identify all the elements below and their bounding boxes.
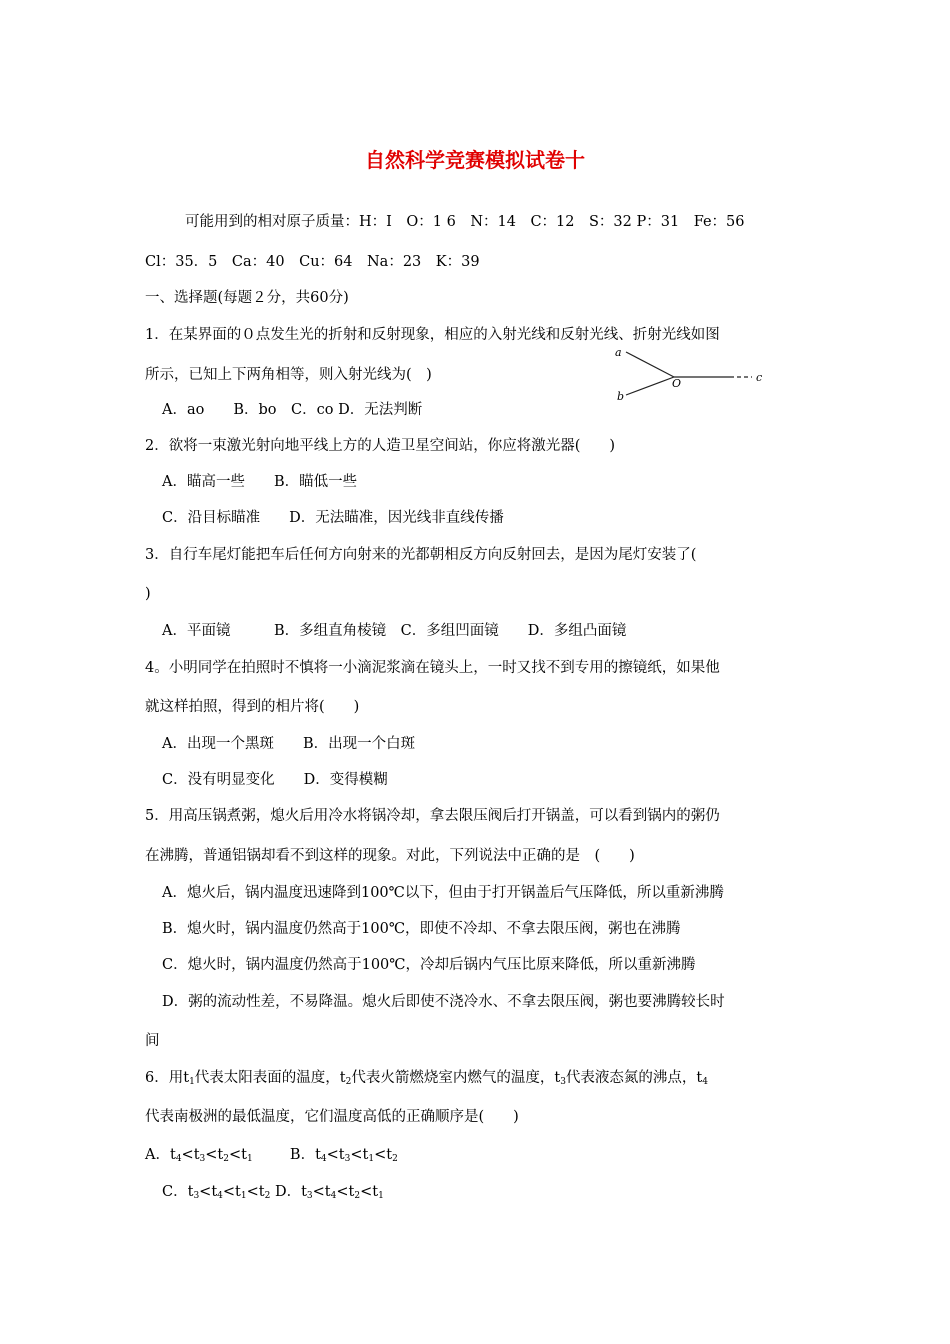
sub: 3: [199, 1154, 206, 1164]
q3-line-2: ): [145, 586, 151, 602]
q5-option-a: A．熄火后，锅内温度迅速降到100℃以下，但由于打开锅盖后气压降低，所以重新沸腾: [162, 885, 724, 901]
q1-line-1: 1．在某界面的０点发生光的折射和反射现象，相应的入射光线和反射光线、折射光线如图: [145, 327, 720, 343]
sub: 1: [246, 1154, 253, 1164]
t: t: [241, 1147, 247, 1163]
ray-ao: [626, 352, 674, 377]
q3-options: A．平面镜 B．多组直角棱镜 C．多组凹面镜 D．多组凸面镜: [162, 623, 627, 639]
t: t: [169, 1147, 176, 1163]
sub: 1: [240, 1191, 247, 1201]
q1-line-2: 所示，已知上下两角相等，则入射光线为( ): [145, 367, 432, 383]
sub: 3: [344, 1154, 351, 1164]
lt: <: [246, 1184, 259, 1200]
t: t: [348, 1184, 355, 1200]
t: t: [211, 1184, 218, 1200]
atomic-mass-line-2: Cl：35．5 Ca：40 Cu：64 Na：23 K：39: [145, 254, 480, 270]
sub: 1: [368, 1154, 375, 1164]
lt: <: [326, 1147, 339, 1163]
lt: <: [181, 1147, 194, 1163]
t: t: [217, 1147, 224, 1163]
q5-option-c: C．熄火时，锅内温度仍然高于100℃，冷却后锅内气压比原来降低，所以重新沸腾: [162, 957, 696, 973]
q4-options-2: C．没有明显变化 D．变得模糊: [162, 772, 388, 788]
lt: <: [360, 1184, 373, 1200]
q5-option-b: B．熄火时，锅内温度仍然高于100℃，即使不冷却、不拿去限压阀，粥也在沸腾: [162, 921, 681, 937]
q5-option-d-1: D．粥的流动性差，不易降温。熄火后即使不浇冷水、不拿去限压阀，粥也要沸腾较长时: [162, 994, 725, 1010]
sub: 4: [175, 1154, 182, 1164]
q6-option-d-label: D．: [274, 1184, 302, 1200]
q5-option-d-2: 间: [145, 1033, 160, 1049]
q6-text-d: 代表液态氮的沸点，t: [565, 1070, 703, 1086]
sub-2: 2: [345, 1077, 352, 1087]
sub-4: 4: [702, 1077, 708, 1087]
refraction-diagram: [612, 342, 772, 404]
label-b: b: [617, 390, 625, 403]
q4-line-1: 4。小明同学在拍照时不慎将一小滴泥浆滴在镜头上，一时又找不到专用的擦镜纸，如果他: [145, 660, 720, 676]
t: t: [338, 1147, 345, 1163]
lt: <: [350, 1147, 363, 1163]
q6-option-b-label: B．: [289, 1147, 316, 1163]
page-title: 自然科学竞赛模拟试卷十: [365, 148, 585, 172]
sub-3: 3: [560, 1077, 566, 1087]
q6-text-c: 代表火箭燃烧室内燃气的温度，t: [351, 1070, 561, 1086]
lt: <: [199, 1184, 212, 1200]
q2-options-2: C．沿目标瞄准 D．无法瞄准，因光线非直线传播: [162, 510, 504, 526]
q6-option-c-label: C．: [162, 1184, 188, 1200]
q6-options-row-2: [162, 1182, 384, 1206]
ray-bo: [626, 377, 674, 395]
t: t: [187, 1184, 194, 1200]
lt: <: [222, 1184, 236, 1200]
sub: 3: [306, 1191, 313, 1201]
sub: 4: [217, 1191, 223, 1201]
t: t: [258, 1184, 265, 1200]
q6-text-a: 6．用t: [145, 1070, 190, 1086]
q2-line-1: 2．欲将一束激光射向地平线上方的人造卫星空间站，你应将激光器( ): [145, 438, 616, 454]
sub: 4: [330, 1191, 337, 1201]
q6-options-row-1: [145, 1145, 398, 1169]
sub: 4: [320, 1154, 327, 1164]
q6-line-2: 代表南极洲的最低温度，它们温度高低的正确顺序是( ): [145, 1109, 519, 1125]
section-heading: 一、选择题(每题２分，共60分): [145, 290, 349, 306]
label-a: a: [615, 346, 622, 359]
t: t: [193, 1147, 200, 1163]
sub: 2: [264, 1191, 271, 1201]
lt: <: [374, 1147, 387, 1163]
q2-options-1: A．瞄高一些 B．瞄低一些: [162, 474, 358, 490]
t: t: [362, 1147, 369, 1163]
lt: <: [228, 1147, 242, 1163]
sub: 2: [223, 1154, 229, 1164]
sub: 2: [354, 1191, 361, 1201]
sub: 3: [193, 1191, 200, 1201]
lt: <: [205, 1147, 218, 1163]
q6-option-a-label: A．: [145, 1147, 170, 1163]
lt: <: [336, 1184, 349, 1200]
t: t: [315, 1147, 321, 1163]
t: t: [372, 1184, 379, 1200]
q6-text-b: 代表太阳表面的温度，t: [194, 1070, 346, 1086]
sub: 2: [392, 1154, 398, 1164]
q3-line-1: 3．自行车尾灯能把车后任何方向射来的光都朝相反方向反射回去，是因为尾灯安装了(: [145, 547, 697, 563]
lt: <: [312, 1184, 325, 1200]
sub-1: 1: [189, 1077, 195, 1087]
sub: 1: [378, 1191, 384, 1201]
q4-line-2: 就这样拍照，得到的相片将( ): [145, 699, 360, 715]
q6-line-1: [145, 1068, 708, 1092]
label-c: c: [756, 371, 763, 384]
t: t: [324, 1184, 331, 1200]
q5-line-1: 5．用高压锅煮粥，熄火后用冷水将锅冷却，拿去限压阀后打开锅盖，可以看到锅内的粥仍: [145, 808, 720, 824]
q5-line-2: 在沸腾，普通铝锅却看不到这样的现象。对此，下列说法中正确的是 ( ): [145, 848, 635, 864]
label-o: O: [672, 377, 682, 390]
t: t: [386, 1147, 393, 1163]
t: t: [301, 1184, 307, 1200]
t: t: [235, 1184, 241, 1200]
atomic-mass-line-1: 可能用到的相对原子质量：H：I O：1 6 N：14 C：12 S：32 P：31 Fe：56: [185, 214, 745, 230]
q1-options: A．ao B．bo C．co D．无法判断: [162, 402, 423, 418]
q4-options-1: A．出现一个黑斑 B．出现一个白斑: [162, 736, 416, 752]
